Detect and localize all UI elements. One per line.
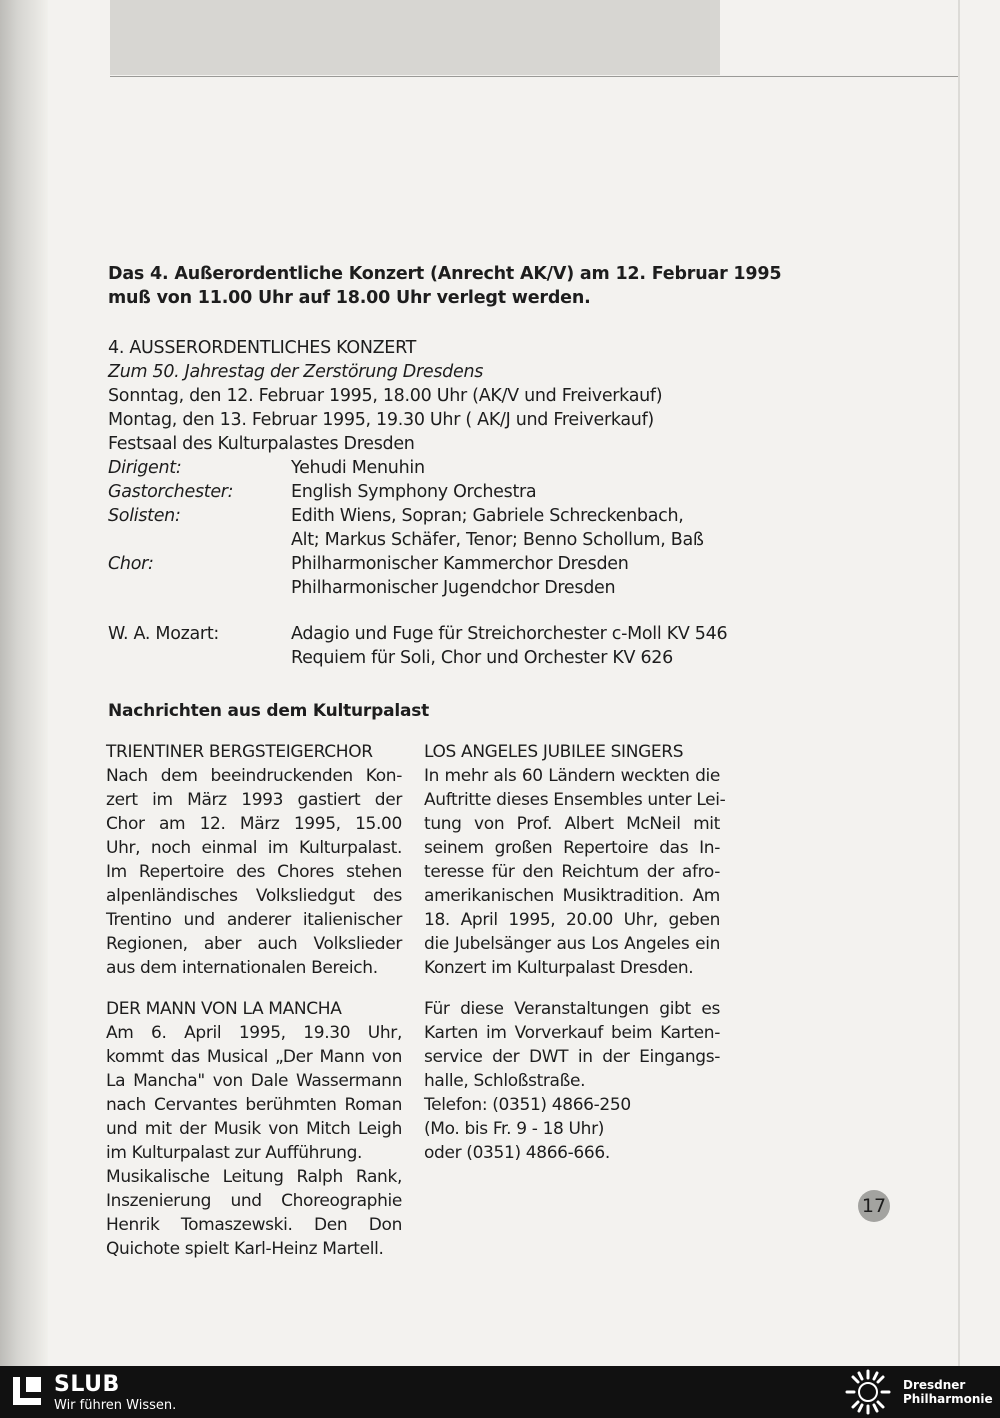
news-item-title: LOS ANGELES JUBILEE SINGERS [424,742,684,762]
ticket-text-line: service der DWT in der Eingangs- [424,1047,720,1067]
slub-logo-icon [12,1376,42,1406]
chor-row-cont [108,576,748,600]
news-text-line: im Kulturpalast zur Aufführung. [106,1143,363,1163]
chor-value: Philharmonischer Kammerchor Dresden [291,554,629,574]
news-text-line: zert im März 1993 gastiert der [106,790,402,810]
concert-date: Sonntag, den 12. Februar 1995, 18.00 Uhr (AK/V und Freiverkauf) [108,386,663,406]
ticket-phone: oder (0351) 4866-666. [424,1143,610,1163]
news-text-line: nach Cervantes berühmten Roman [106,1095,402,1115]
news-text-line: Regionen, aber auch Volkslieder [106,934,402,954]
news-text-line: Nach dem beeindruckenden Kon- [106,766,402,786]
page-number-badge: 17 [858,1190,890,1222]
dirigent-value: Yehudi Menuhin [291,458,425,478]
ticket-text-line: halle, Schloßstraße. [424,1071,586,1091]
news-item-bergsteigerchor [106,740,402,980]
solisten-row [108,504,748,528]
program-row-cont [108,646,748,670]
orchester-label: Gastorchester: [108,482,234,502]
solisten-value: Edith Wiens, Sopran; Gabriele Schreckenbach, [291,506,684,526]
concert-details [108,336,748,670]
news-text-line: kommt das Musical „Der Mann von [106,1047,402,1067]
library-name: SLUB [54,1372,120,1397]
composer-label: W. A. Mozart: [108,624,219,644]
news-text-line: La Mancha" von Dale Wassermann [106,1071,402,1091]
concert-subtitle: Zum 50. Jahrestag der Zerstörung Dresdens [108,362,484,382]
chor-row [108,552,748,576]
news-item-title: DER MANN VON LA MANCHA [106,999,342,1019]
ticket-text-line: Karten im Vorverkauf beim Karten- [424,1023,720,1043]
ticket-text-line: Für diese Veranstaltungen gibt es [424,999,720,1019]
philharmonie-logo-icon [842,1369,894,1415]
news-text-line: Chor am 12. März 1995, 15.00 [106,814,402,834]
news-text-line: seinem großen Repertoire das In- [424,838,720,858]
chor-label: Chor: [108,554,154,574]
news-text-line: Im Repertoire des Chores stehen [106,862,402,882]
footer-bar [0,1366,1000,1418]
solisten-row-cont [108,528,748,552]
news-heading: Nachrichten aus dem Kulturpalast [108,701,430,721]
news-item-la-mancha [106,997,402,1261]
news-text-line: amerikanischen Musiktradition. Am [424,886,720,906]
notice-line: muß von 11.00 Uhr auf 18.00 Uhr verlegt werden. [108,288,591,308]
solisten-value: Alt; Markus Schäfer, Tenor; Benno Schollum, Baß [291,530,704,550]
ticket-hours: (Mo. bis Fr. 9 - 18 Uhr) [424,1119,604,1139]
ticket-info [424,997,720,1165]
news-text-line: Uhr, noch einmal im Kulturpalast. [106,838,402,858]
concert-date: Montag, den 13. Februar 1995, 19.30 Uhr ( AK/J und Freiverkauf) [108,410,654,430]
news-text-line: Am 6. April 1995, 19.30 Uhr, [106,1023,402,1043]
news-item-jubilee-singers [424,740,726,980]
program-row [108,622,748,646]
work-title: Requiem für Soli, Chor und Orchester KV 626 [291,648,673,668]
partner-name [903,1378,993,1406]
page-edge [958,0,960,1366]
work-title: Adagio und Fuge für Streichorchester c-Moll KV 546 [291,624,728,644]
news-text-line: Konzert im Kulturpalast Dresden. [424,958,694,978]
news-text-line: aus dem internationalen Bereich. [106,958,378,978]
news-text-line: und mit der Musik von Mitch Leigh [106,1119,402,1139]
partner-line: Dresdner [903,1378,966,1392]
news-text-line: In mehr als 60 Ländern weckten die [424,766,720,786]
ticket-phone: Telefon: (0351) 4866-250 [424,1095,631,1115]
concert-venue: Festsaal des Kulturpalastes Dresden [108,434,415,454]
show-through-header [110,0,720,75]
news-text-line: Quichote spielt Karl-Heinz Martell. [106,1239,384,1259]
solisten-label: Solisten: [108,506,181,526]
orchester-value: English Symphony Orchestra [291,482,537,502]
news-text-line: 18. April 1995, 20.00 Uhr, geben [424,910,720,930]
dirigent-label: Dirigent: [108,458,182,478]
news-text-line: Auftritte dieses Ensembles unter Lei- [424,790,726,810]
news-text-line: die Jubelsänger aus Los Angeles ein [424,934,720,954]
library-slogan: Wir führen Wissen. [54,1398,177,1413]
news-text-line: Musikalische Leitung Ralph Rank, [106,1167,402,1187]
news-text-line: Henrik Tomaszewski. Den Don [106,1215,402,1235]
partner-line: Philharmonie [903,1392,993,1406]
news-text-line: Trentino und anderer italienischer [106,910,402,930]
news-text-line: tung von Prof. Albert McNeil mit [424,814,720,834]
postponement-notice [108,262,782,310]
dirigent-row [108,456,748,480]
concert-title: 4. AUSSERORDENTLICHES KONZERT [108,338,417,358]
news-text-line: alpenländisches Volksliedgut des [106,886,402,906]
notice-line: Das 4. Außerordentliche Konzert (Anrecht AK/V) am 12. Februar 1995 [108,264,782,284]
news-text-line: teresse für den Reichtum der afro- [424,862,720,882]
binding-shadow [0,0,48,1366]
chor-value: Philharmonischer Jugendchor Dresden [291,578,616,598]
header-rule [110,76,960,77]
orchester-row [108,480,748,504]
news-item-title: TRIENTINER BERGSTEIGERCHOR [106,742,373,762]
news-text-line: Inszenierung und Choreographie [106,1191,402,1211]
